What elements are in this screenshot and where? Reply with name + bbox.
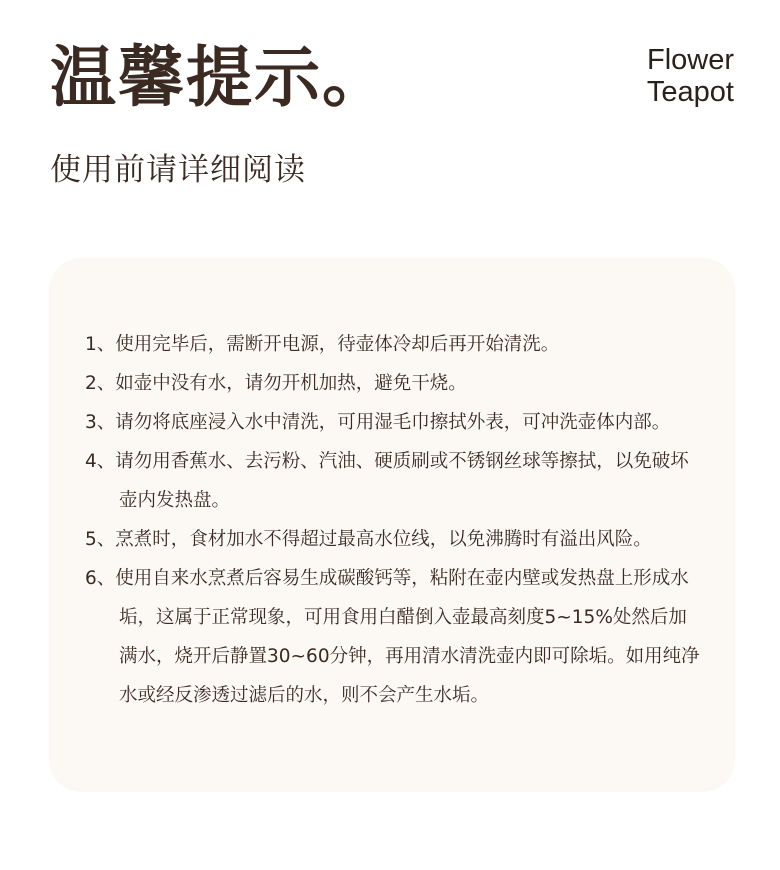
note-item-1: 1、使用完毕后，需断开电源，待壶体冷却后再开始清洗。 xyxy=(85,334,560,355)
note-item-2: 2、如壶中没有水，请勿开机加热，避免干烧。 xyxy=(85,373,467,394)
brand-line-1: Flower xyxy=(646,44,734,76)
page-subtitle: 使用前请详细阅读 xyxy=(50,152,306,188)
note-item-3: 3、请勿将底座浸入水中清洗，可用湿毛巾擦拭外表，可冲洗壶体内部。 xyxy=(85,412,671,433)
brand-logo xyxy=(647,44,734,108)
page-title: 温馨提示。 xyxy=(50,39,390,116)
note-item-6: 6、使用自来水烹煮后容易生成碳酸钙等，粘附在壶内壁或发热盘上形成水垢，这属于正常现象，可用食用白醋倒入壶最高刻度5~15%处然后加满水，烧开后静置30~60分钟，再用清水清洗壶内即可除垢。如用纯净水或经反渗透过滤后的水，则不会产生水垢。 xyxy=(85,568,700,706)
note-item-5: 5、烹煮时，食材加水不得超过最高水位线，以免沸腾时有溢出风险。 xyxy=(85,529,652,550)
note-item-4: 4、请勿用香蕉水、去污粉、汽油、硬质刷或不锈钢丝球等擦拭，以免破坏壶内发热盘。 xyxy=(85,451,689,511)
notes-list xyxy=(85,325,705,715)
brand-line-2: Teapot xyxy=(646,76,734,108)
